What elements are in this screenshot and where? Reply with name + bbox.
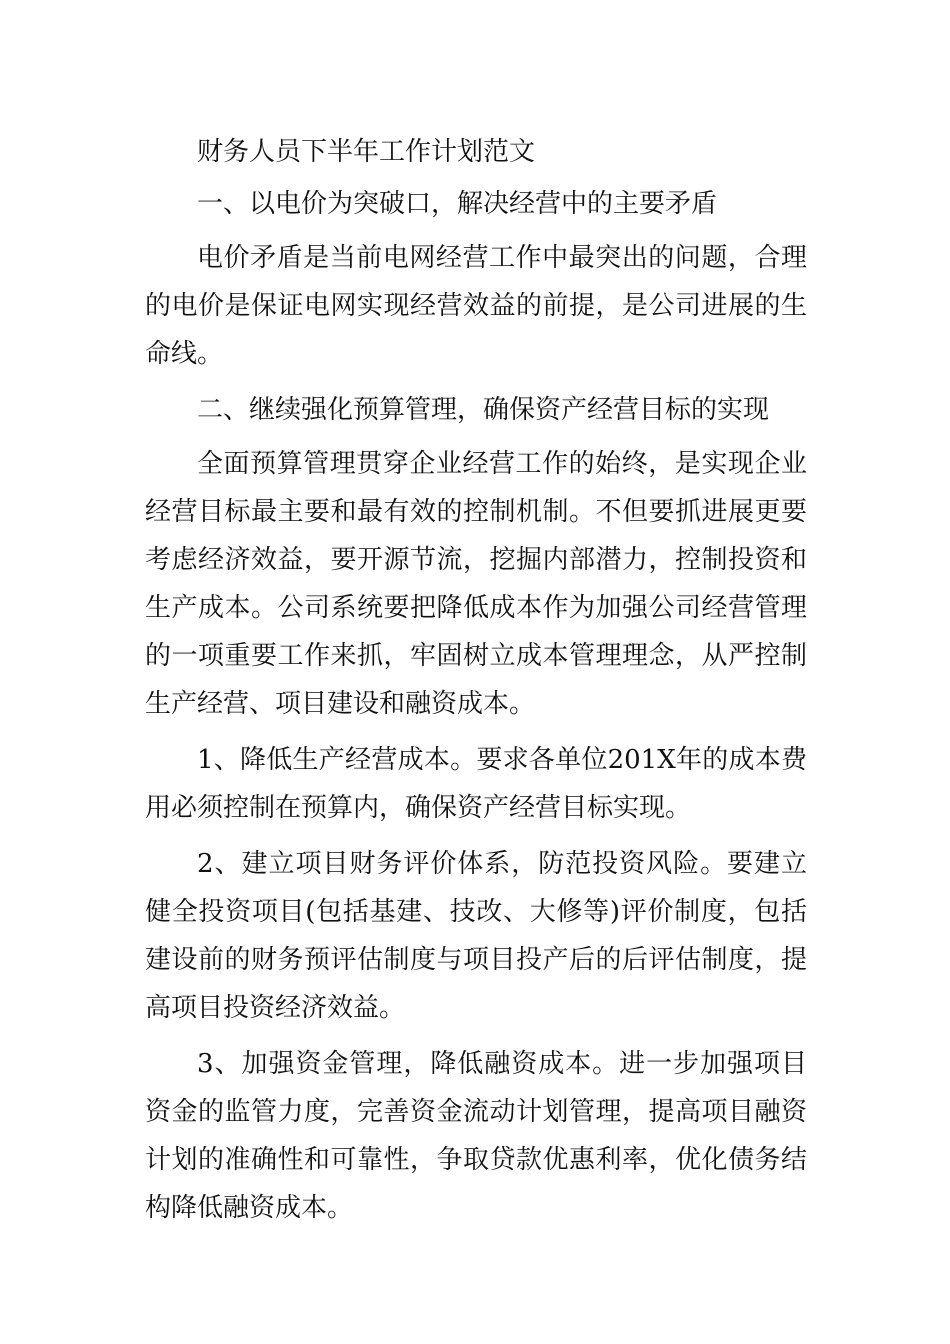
section-1-heading: 一、以电价为突破口，解决经营中的主要矛盾 — [197, 189, 718, 219]
list-item-3: 3、加强资金管理，降低融资成本。进一步加强项目资金的监管力度，完善资金流动计划管理，提高项目融资计划的准确性和可靠性，争取贷款优惠利率，优化债务结构降低融资成本。 — [145, 1049, 807, 1223]
section-2-heading: 二、继续强化预算管理，确保资产经营目标的实现 — [197, 395, 770, 425]
document-body — [145, 128, 807, 1240]
document-title: 财务人员下半年工作计划范文 — [197, 137, 536, 167]
list-item-1: 1、降低生产经营成本。要求各单位201X年的成本费用必须控制在预算内，确保资产经营目标实现。 — [145, 745, 807, 823]
section-2-paragraph: 全面预算管理贯穿企业经营工作的始终，是实现企业经营目标最主要和最有效的控制机制。不但要抓进展更要考虑经济效益，要开源节流，挖掘内部潜力，控制投资和生产成本。公司系统要把降低成本作为加强公司经营管理的一项重要工作来抓，牢固树立成本管理理念，从严控制生产经营、项目建设和融资成本。 — [145, 449, 807, 719]
section-1-paragraph: 电价矛盾是当前电网经营工作中最突出的问题，合理的电价是保证电网实现经营效益的前提，是公司进展的生命线。 — [145, 243, 807, 369]
list-item-2: 2、建立项目财务评价体系，防范投资风险。要建立健全投资项目(包括基建、技改、大修等)评价制度，包括建设前的财务预评估制度与项目投产后的后评估制度，提高项目投资经济效益。 — [145, 849, 807, 1023]
